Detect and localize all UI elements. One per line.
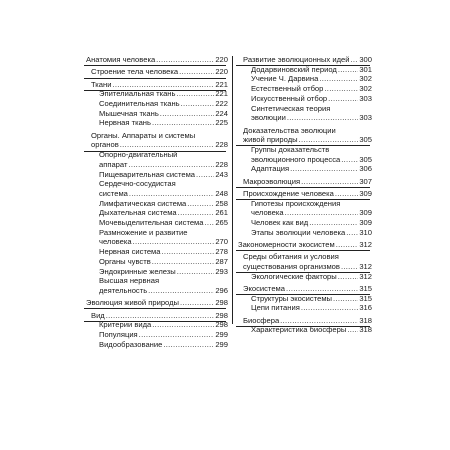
dot-leader <box>148 286 214 296</box>
dot-leader <box>280 316 358 326</box>
dot-leader <box>290 164 358 174</box>
toc-entry-title: Видообразование <box>99 339 163 349</box>
toc-entry-title: Биосфера <box>243 315 280 325</box>
toc-entry-title: аппарат <box>99 159 128 169</box>
dot-leader <box>287 113 358 123</box>
toc-entry[interactable] <box>84 340 228 350</box>
dot-leader <box>187 199 214 209</box>
toc-page-number: 310 <box>359 227 372 237</box>
dot-leader <box>346 228 358 238</box>
dot-leader <box>324 84 358 94</box>
dot-leader <box>309 218 358 228</box>
toc-entry-title-line: Доказательства эволюции <box>243 125 336 135</box>
toc-page-number: 318 <box>359 315 372 325</box>
toc-entry-title: Этапы эволюции человека <box>251 227 346 237</box>
toc-entry[interactable] <box>236 126 372 145</box>
toc-entry[interactable] <box>236 164 372 174</box>
toc-entry-title: Закономерности экосистем <box>238 240 335 250</box>
toc-entry[interactable] <box>236 94 372 104</box>
dot-leader <box>341 155 358 165</box>
toc-entry[interactable] <box>236 325 372 335</box>
dot-leader <box>341 262 358 272</box>
toc-page-number: 222 <box>215 99 228 108</box>
toc-entry[interactable] <box>84 218 228 228</box>
toc-entry[interactable] <box>236 104 372 123</box>
toc-entry-title: Эпителиальная ткань <box>99 89 176 99</box>
dot-leader <box>286 284 358 294</box>
toc-page-number: 309 <box>359 218 372 228</box>
toc-entry-title: Экологические факторы <box>251 271 337 281</box>
toc-entry-title: Ткани <box>91 79 112 89</box>
dot-leader <box>299 135 359 145</box>
toc-entry-title-line: Высшая нервная <box>99 276 160 286</box>
toc-page-number: 309 <box>359 188 372 198</box>
toc-entry-title: Нервная ткань <box>99 118 151 128</box>
dot-leader <box>338 65 359 75</box>
toc-page-number: 296 <box>215 285 228 295</box>
dot-leader <box>128 160 214 170</box>
toc-entry-title: Органы чувств <box>99 256 151 266</box>
dot-leader <box>205 218 215 228</box>
toc-entry[interactable] <box>84 80 228 90</box>
toc-page-number: 298 <box>215 310 228 320</box>
toc-entry-title: Мочевыделительная система <box>99 218 204 228</box>
toc-entry-title: Эндокринные железы <box>99 266 176 276</box>
toc-page-number: 305 <box>359 154 372 164</box>
toc-entry[interactable] <box>84 311 228 321</box>
toc-entry-title: Адаптация <box>251 164 290 174</box>
toc-entry[interactable] <box>236 252 372 271</box>
toc-entry[interactable] <box>236 272 372 282</box>
toc-entry[interactable] <box>84 199 228 209</box>
toc-page-number: 261 <box>215 208 228 218</box>
toc-entry-title: Популяция <box>99 329 138 339</box>
toc-page-number: 312 <box>359 240 372 250</box>
toc-page-number: 299 <box>215 339 228 349</box>
toc-entry-title: Характеристика биосферы <box>251 325 347 335</box>
toc-page-number: 312 <box>359 262 372 272</box>
toc-entry[interactable] <box>236 294 372 304</box>
dot-leader <box>301 303 359 313</box>
toc-entry-title: Строение тела человека <box>91 67 179 77</box>
section-underline <box>84 90 226 91</box>
toc-entry[interactable] <box>84 298 228 308</box>
toc-entry-title: Дыхательная система <box>99 208 177 218</box>
section-underline <box>236 199 370 200</box>
toc-entry-title: система <box>99 188 128 198</box>
toc-entry[interactable] <box>236 74 372 84</box>
toc-page-number: 303 <box>359 93 372 103</box>
toc-entry[interactable] <box>236 177 372 187</box>
toc-entry-title: Мышечная ткань <box>99 108 159 118</box>
toc-entry[interactable] <box>236 65 372 75</box>
toc-entry[interactable] <box>236 84 372 94</box>
toc-entry-title-line: Синтетическая теория <box>251 103 331 113</box>
toc-page-number: 315 <box>359 284 372 294</box>
toc-entry-title: Пищеварительная система <box>99 169 196 179</box>
toc-entry-title: Анатомия человека <box>86 55 156 64</box>
toc-entry-title: Додарвиновский период <box>251 64 337 74</box>
toc-entry[interactable] <box>236 228 372 238</box>
toc-entry-title-line: Гипотезы происхождения <box>251 198 341 208</box>
toc-entry[interactable] <box>236 145 372 164</box>
toc-entry-title: Критерии вида <box>99 320 152 330</box>
toc-left-column <box>84 55 228 349</box>
section-underline <box>236 65 370 66</box>
dot-leader <box>176 89 214 99</box>
toc-entry-title-line: Опорно-двигательный <box>99 150 178 160</box>
toc-entry[interactable] <box>236 199 372 218</box>
dot-leader <box>152 257 215 267</box>
toc-page-number: 307 <box>359 176 372 186</box>
toc-page-number: 298 <box>215 320 228 330</box>
toc-entry-title: органов <box>91 140 119 150</box>
toc-entry-title-line: Органы. Аппараты и системы <box>91 130 196 140</box>
toc-entry[interactable] <box>84 55 228 65</box>
toc-page-number: 221 <box>215 79 228 89</box>
dot-leader <box>347 325 358 335</box>
dot-leader <box>319 74 358 84</box>
toc-entry[interactable] <box>84 228 228 247</box>
toc-entry-title: Происхождение человека <box>243 188 334 198</box>
toc-entry[interactable] <box>84 208 228 218</box>
toc-page-number: 299 <box>215 329 228 339</box>
toc-page-number: 220 <box>215 67 228 77</box>
toc-entry-title: Вид <box>91 310 105 320</box>
toc-entry[interactable] <box>84 330 228 340</box>
toc-page-number: 305 <box>359 135 372 145</box>
dot-leader <box>133 237 215 247</box>
toc-page-number: 301 <box>359 64 372 74</box>
dot-leader <box>180 298 214 308</box>
toc-page-number: 293 <box>215 266 228 276</box>
dot-leader <box>333 294 358 304</box>
dot-leader <box>181 99 215 109</box>
toc-entry-title: Эволюция живой природы <box>86 298 179 308</box>
toc-entry[interactable] <box>84 150 228 169</box>
dot-leader <box>156 55 214 65</box>
section-underline <box>236 272 370 273</box>
toc-page-number: 309 <box>359 208 372 218</box>
dot-leader <box>301 177 358 187</box>
dot-leader <box>335 189 358 199</box>
dot-leader <box>160 109 215 119</box>
toc-entry-title: Макроэволюция <box>243 176 301 186</box>
toc-entry-title: человека <box>99 237 132 247</box>
toc-page-number: 220 <box>215 55 228 64</box>
toc-page-number: 228 <box>215 159 228 169</box>
toc-page-number: 298 <box>215 298 228 308</box>
toc-entry-title-line: Сердечно-сосудистая <box>99 179 176 189</box>
toc-entry[interactable] <box>84 257 228 267</box>
toc-entry[interactable] <box>84 118 228 128</box>
toc-entry-title: Естественный отбор <box>251 84 324 94</box>
dot-leader <box>177 267 215 277</box>
dot-leader <box>336 240 359 250</box>
dot-leader <box>328 94 358 104</box>
toc-page-number: 302 <box>359 84 372 94</box>
toc-page-number: 270 <box>215 237 228 247</box>
toc-page-number: 228 <box>215 140 228 150</box>
toc-entry[interactable] <box>84 99 228 109</box>
toc-page-number: 306 <box>359 164 372 174</box>
section-underline <box>84 151 226 152</box>
toc-entry-title-line: Среды обитания и условия <box>243 252 339 262</box>
toc-entry[interactable] <box>84 179 228 198</box>
toc-entry-title: Соединительная ткань <box>99 99 180 108</box>
dot-leader <box>112 80 214 90</box>
toc-page-number: 265 <box>215 218 228 228</box>
toc-entry-title: человека <box>251 208 284 218</box>
toc-entry-title: Человек как вид <box>251 218 309 228</box>
toc-page-number: 221 <box>215 89 228 99</box>
section-underline <box>236 294 370 295</box>
toc-page-number: 318 <box>359 325 372 335</box>
toc-page-number: 278 <box>215 247 228 257</box>
toc-page-number: 315 <box>359 293 372 303</box>
toc-page-number: 303 <box>359 113 372 123</box>
toc-entry-title: существования организмов <box>243 262 340 272</box>
toc-page-number: 243 <box>215 169 228 179</box>
toc-entry-title: Развитие эволюционных идей <box>243 55 350 64</box>
dot-leader <box>285 208 359 218</box>
column-divider <box>232 56 233 324</box>
toc-entry-title: Структуры экосистемы <box>251 293 333 303</box>
dot-leader <box>350 55 358 65</box>
dot-leader <box>120 140 215 150</box>
toc-entry[interactable] <box>236 218 372 228</box>
toc-page-number: 312 <box>359 271 372 281</box>
section-underline <box>84 78 226 79</box>
toc-page-number: 316 <box>359 303 372 313</box>
toc-entry[interactable] <box>84 320 228 330</box>
toc-entry[interactable] <box>236 284 372 294</box>
toc-entry[interactable] <box>236 303 372 313</box>
toc-entry-title: эволюционного процесса <box>251 154 341 164</box>
toc-page-number: 258 <box>215 198 228 208</box>
dot-leader <box>139 330 215 340</box>
toc-entry[interactable] <box>236 240 372 250</box>
section-underline <box>236 326 370 327</box>
dot-leader <box>338 272 359 282</box>
section-underline <box>236 250 370 251</box>
toc-entry[interactable] <box>84 109 228 119</box>
toc-right-column <box>236 55 372 345</box>
toc-entry-title: деятельность <box>99 285 148 295</box>
section-underline <box>236 187 370 188</box>
toc-entry-title: живой природы <box>243 135 298 145</box>
toc-entry[interactable] <box>236 55 372 65</box>
toc-entry-title: Лимфатическая система <box>99 198 187 208</box>
dot-leader <box>179 67 214 77</box>
toc-entry-title: Экосистема <box>243 284 285 294</box>
toc-entry-title: Учение Ч. Дарвина <box>251 74 319 84</box>
dot-leader <box>152 320 214 330</box>
toc-page-number: 225 <box>215 118 228 128</box>
dot-leader <box>152 118 214 128</box>
toc-entry[interactable] <box>84 131 228 150</box>
section-underline <box>236 145 370 146</box>
toc-entry-title-line: Размножение и развитие <box>99 227 188 237</box>
toc-entry[interactable] <box>84 247 228 257</box>
toc-page-number: 287 <box>215 256 228 266</box>
toc-entry-title-line: Группы доказательств <box>251 144 330 154</box>
toc-entry-title: Цепи питания <box>251 303 300 313</box>
toc-entry[interactable] <box>236 189 372 199</box>
toc-entry-title: эволюции <box>251 113 286 123</box>
toc-entry[interactable] <box>84 89 228 99</box>
toc-entry-title: Искусственный отбор <box>251 93 328 103</box>
toc-page-number: 248 <box>215 188 228 198</box>
dot-leader <box>162 247 215 257</box>
toc-entry[interactable] <box>84 267 228 277</box>
toc-entry-title: Нервная система <box>99 247 161 257</box>
toc-page-number: 302 <box>359 74 372 84</box>
toc-page-number: 224 <box>215 108 228 118</box>
toc-entry[interactable] <box>84 276 228 295</box>
toc-entry[interactable] <box>236 316 372 326</box>
section-underline <box>84 321 226 322</box>
dot-leader <box>196 170 214 180</box>
toc-entry[interactable] <box>84 67 228 77</box>
dot-leader <box>163 340 214 350</box>
dot-leader <box>106 311 215 321</box>
toc-entry[interactable] <box>84 170 228 180</box>
section-underline <box>84 65 226 66</box>
dot-leader <box>178 208 215 218</box>
toc-page-number: 300 <box>359 55 372 64</box>
section-underline <box>84 308 226 309</box>
dot-leader <box>129 189 214 199</box>
